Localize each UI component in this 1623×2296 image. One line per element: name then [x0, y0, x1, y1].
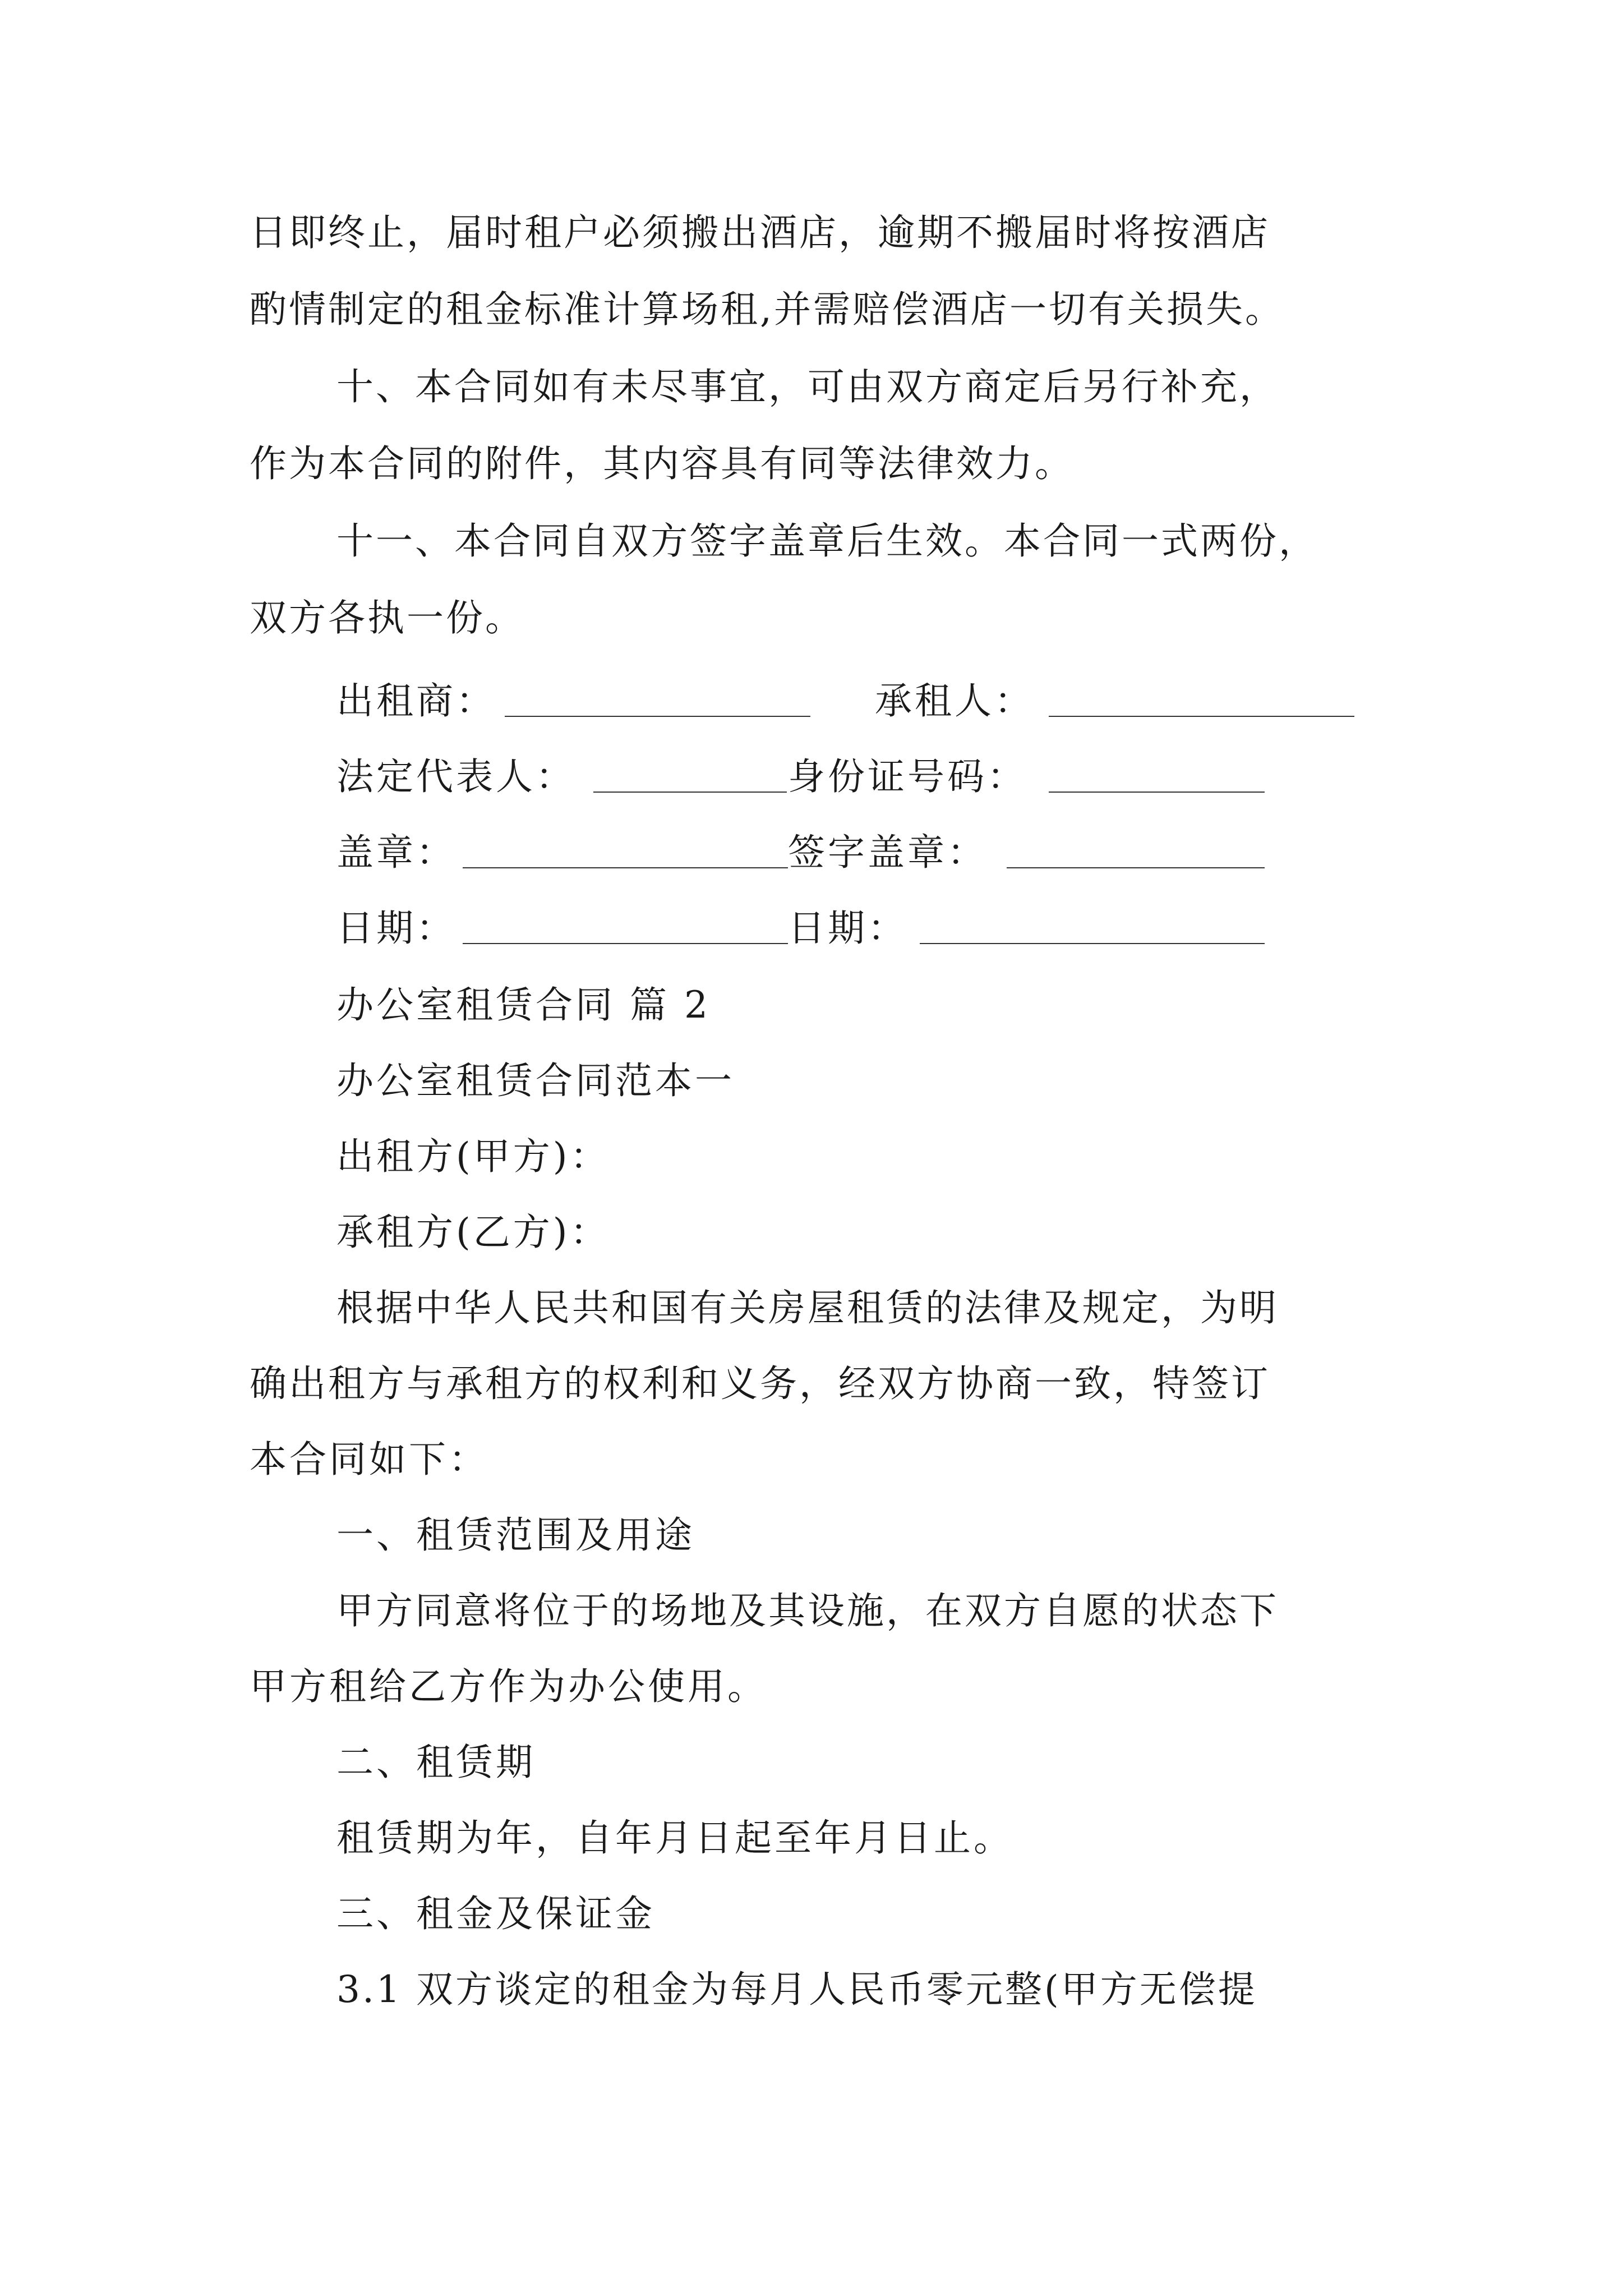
sign-seal-label: 签字盖章：: [788, 831, 987, 874]
lessee-blank: [1049, 716, 1354, 717]
date-label-right: 日期：: [788, 907, 907, 950]
legal-rep-blank: [593, 792, 787, 793]
seal-label: 盖章：: [336, 831, 456, 874]
paragraph-line: 确出租方与承租方的权利和义务，经双方协商一致，特签订: [250, 1362, 1270, 1405]
article-heading: 一、租赁范围及用途: [336, 1513, 695, 1557]
party-b-line: 承租方(乙方)：: [336, 1211, 610, 1254]
signature-row-parties: [336, 673, 1402, 729]
paragraph-line: 双方各执一份。: [250, 596, 524, 639]
paragraph-line: 作为本合同的附件，其内容具有同等法律效力。: [250, 442, 1074, 485]
seal-blank: [463, 867, 788, 868]
contract-title: 办公室租赁合同范本一: [336, 1059, 735, 1102]
clause-10-line: 十、本合同如有未尽事宜，可由双方商定后另行补充，: [336, 365, 1279, 408]
paragraph-line: 根据中华人民共和国有关房屋租赁的法律及规定，为明: [336, 1286, 1279, 1329]
date-label-left: 日期：: [336, 907, 456, 950]
paragraph-line: 甲方租给乙方作为办公使用。: [250, 1665, 767, 1708]
article-heading: 三、租金及保证金: [336, 1892, 655, 1935]
paragraph-line: 租赁期为年，自年月日起至年月日止。: [336, 1816, 1013, 1860]
clause-11-line: 十一、本合同自双方签字盖章后生效。本合同一式两份，: [336, 519, 1318, 563]
section-heading: 办公室租赁合同 篇 2: [336, 983, 711, 1027]
id-number-blank: [1049, 792, 1265, 793]
id-number-label: 身份证号码：: [788, 755, 1027, 798]
article-heading: 二、租赁期: [336, 1741, 536, 1784]
date-blank-left: [463, 943, 788, 944]
lessor-blank: [505, 716, 810, 717]
sign-seal-blank: [1007, 867, 1265, 868]
lessor-label: 出租商：: [336, 679, 496, 723]
party-a-line: 出租方(甲方)：: [336, 1135, 610, 1178]
signature-row-seal: [336, 825, 1402, 881]
signature-row-date: [336, 900, 1402, 956]
paragraph-line: 3.1 双方谈定的租金为每月人民币零元整(甲方无偿提: [336, 1968, 1257, 2011]
date-blank-right: [920, 943, 1265, 944]
signature-row-representative: [336, 749, 1402, 805]
paragraph-line: 日即终止，届时租户必须搬出酒店，逾期不搬届时将按酒店: [250, 211, 1270, 254]
paragraph-line: 甲方同意将位于的场地及其设施，在双方自愿的状态下: [336, 1589, 1279, 1632]
paragraph-line: 酌情制定的租金标准计算场租,并需赔偿酒店一切有关损失。: [250, 288, 1284, 331]
legal-rep-label: 法定代表人：: [336, 755, 575, 798]
paragraph-line: 本合同如下：: [250, 1438, 488, 1481]
lessee-label: 承租人：: [875, 679, 1034, 723]
